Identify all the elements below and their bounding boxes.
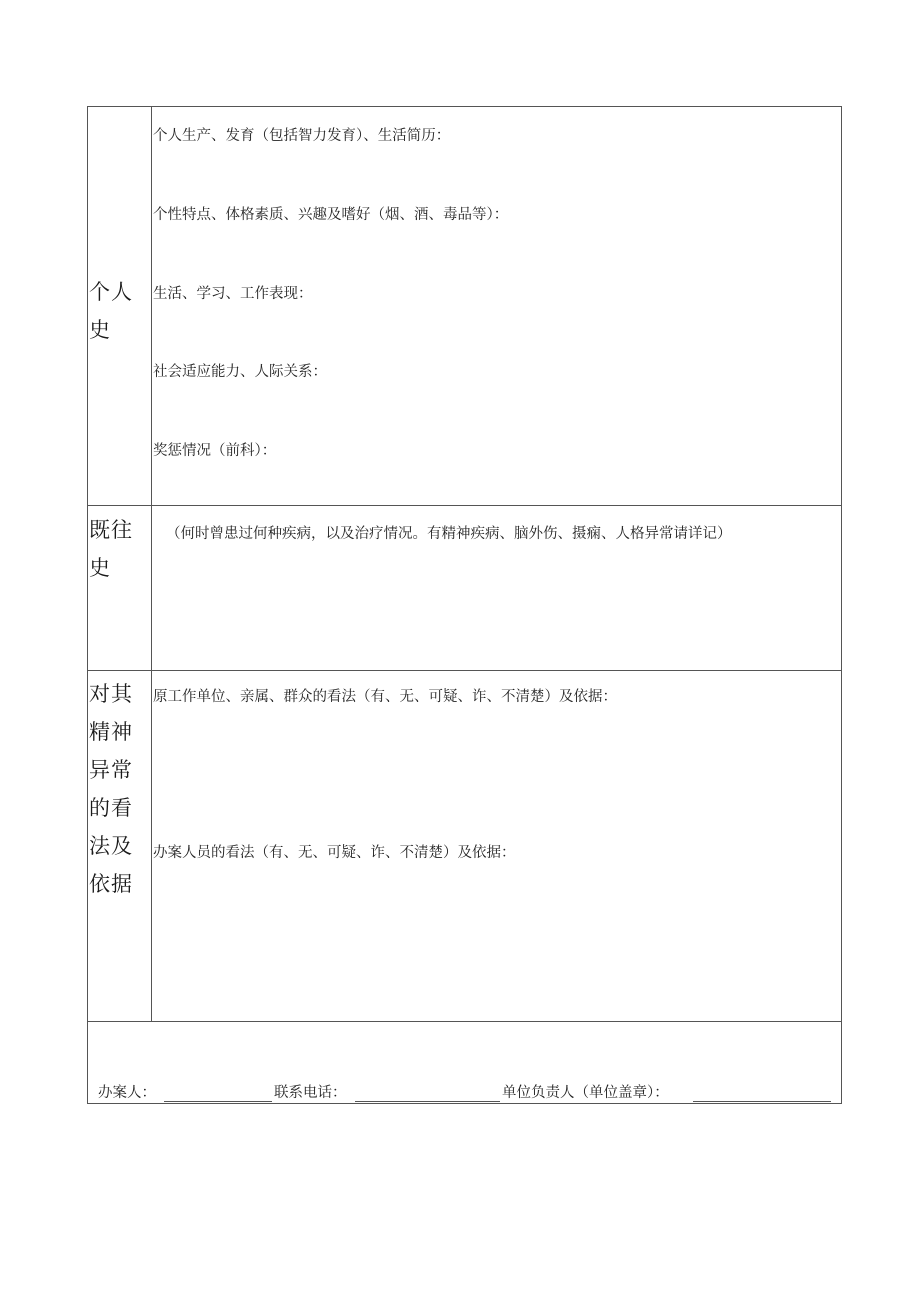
row-divider-2 — [88, 670, 841, 671]
handler-label: 办案人： — [98, 1085, 156, 1101]
opinions-column-divider — [151, 670, 152, 1021]
performance-field[interactable]: 生活、学习、工作表现： — [153, 286, 313, 302]
past-history-note[interactable]: （何时曾患过何种疾病，以及治疗情况。有精神疾病、脑外伤、摄痫、人格异常请详记） — [166, 526, 732, 542]
phone-blank[interactable] — [355, 1101, 500, 1102]
assessment-form-table — [87, 106, 842, 1104]
unit-head-label: 单位负责人（单位盖章）： — [502, 1085, 669, 1101]
row-divider-3 — [88, 1021, 841, 1022]
past-history-label: 既往 史 — [89, 518, 133, 580]
phone-label: 联系电话： — [274, 1085, 347, 1101]
unit-head-blank[interactable] — [693, 1101, 831, 1102]
opinions-label: 对其 精神 异常 的看 法及 依据 — [89, 682, 133, 896]
public-opinion-field[interactable]: 原工作单位、亲属、群众的看法（有、无、可疑、诈、不清楚）及依据： — [153, 689, 617, 705]
social-adaptation-field[interactable]: 社会适应能力、人际关系： — [153, 364, 327, 380]
personality-hobbies-field[interactable]: 个性特点、体格素质、兴趣及嗜好（烟、酒、毒品等）： — [153, 207, 509, 223]
past-history-column-divider — [151, 505, 152, 670]
handler-blank[interactable] — [164, 1101, 272, 1102]
personal-history-column-divider — [151, 107, 152, 505]
development-history-field[interactable]: 个人生产、发育（包括智力发育）、生活简历： — [153, 128, 451, 144]
handler-opinion-field[interactable]: 办案人员的看法（有、无、可疑、诈、不清楚）及依据： — [153, 845, 516, 861]
personal-history-label: 个人 史 — [89, 280, 133, 342]
rewards-punishments-field[interactable]: 奖惩情况（前科）： — [153, 443, 277, 459]
row-divider-1 — [88, 505, 841, 506]
